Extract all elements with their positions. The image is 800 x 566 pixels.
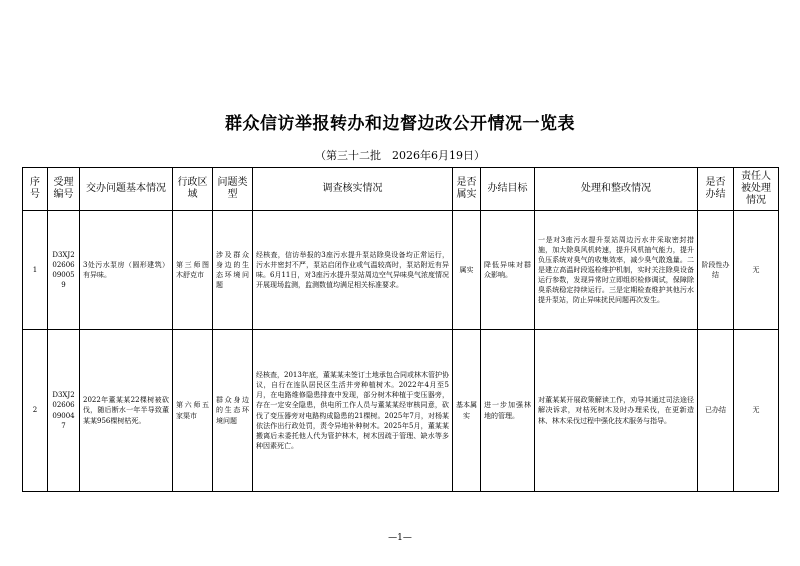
cell-handling: 对董某某开展政策解读工作，劝导其通过司法途径解决诉求，对枯死树木及时办理采伐，在更新造林、林木采伐过程中强化技术服务与指导。 xyxy=(535,330,698,492)
cell-investigation: 经核查，2013年底，董某某未签订土地承包合同或林木管护协议，自行在连队居民区生活井旁种植树木。2022年4月至5月，在电路维修隐患排查中发现，部分树木种植于变压器旁，存在一定安全隐患，供电所工作人员与董某某经审核同意，砍伐了变压器旁对电路构成隐患的21棵树。2025年7月，对杨某依法作出行政处罚，责令异地补种树木。2025年5月，董某某搬离后未委托他人代为管护林木，树木因疏于管理、缺水等多种因素死亡。 xyxy=(253,330,453,492)
cell-investigation: 经核查，信访举报的3座污水提升泵站除臭设备均正常运行，污水井密封不严，泵站启闭作业或气温较高时，泵站附近有异味。6月11日，对3座污水提升泵站周边空气异味臭气浓度情况开展现场监测，监测数值均满足相关标准要求。 xyxy=(253,211,453,330)
table-row xyxy=(23,330,779,492)
cell-no: 1 xyxy=(23,211,48,330)
cell-responsible: 无 xyxy=(734,211,779,330)
cell-closed: 阶段性办结 xyxy=(698,211,734,330)
cell-no: 2 xyxy=(23,330,48,492)
header-cell-id: 受理编号 xyxy=(48,168,80,211)
disclosure-table xyxy=(22,167,779,492)
cell-id: D3XJ202606090047 xyxy=(48,330,80,492)
cell-type: 涉及群众身边的生态环境问题 xyxy=(213,211,253,330)
cell-responsible: 无 xyxy=(734,330,779,492)
cell-handling: 一是对3座污水提升泵站周边污水井采取密封措施，加大除臭风机转速，提升风机抽气能力，提升负压系统对臭气的收集效率，减少臭气散逸量。二是建立高温时段巡检维护机制，实时关注除臭设备运行参数，发现异常时立即组织检修调试，保障除臭系统稳定持续运行。三是定期检查维护其他污水提升泵站，防止异味扰民问题再次发生。 xyxy=(535,211,698,330)
header-cell-responsible: 责任人被处理情况 xyxy=(734,168,779,211)
batch-info: （第三十二批 2026年6月19日） xyxy=(315,149,485,162)
page-number: —1— xyxy=(388,533,412,543)
header-cell-region: 行政区域 xyxy=(173,168,213,211)
cell-issue: 2022年董某某22棵树被砍伐，随后断水一年半导致董某某956棵树枯死。 xyxy=(80,330,173,492)
header-cell-goal: 办结目标 xyxy=(481,168,535,211)
header-cell-closed: 是否办结 xyxy=(698,168,734,211)
header-cell-issue: 交办问题基本情况 xyxy=(80,168,173,211)
header-cell-no: 序号 xyxy=(23,168,48,211)
table-row xyxy=(23,211,779,330)
header-cell-investigation: 调查核实情况 xyxy=(253,168,453,211)
header-cell-true: 是否属实 xyxy=(453,168,481,211)
document-title: 群众信访举报转办和边督边改公开情况一览表 xyxy=(225,114,575,134)
cell-region: 第三师图木舒克市 xyxy=(173,211,213,330)
cell-region: 第六师五家渠市 xyxy=(173,330,213,492)
cell-goal: 进一步加强林地的管理。 xyxy=(481,330,535,492)
cell-issue: 3处污水泵房（圆形建筑）有异味。 xyxy=(80,211,173,330)
cell-id: D3XJ202606090059 xyxy=(48,211,80,330)
cell-type: 群众身边的生态环境问题 xyxy=(213,330,253,492)
table-header-row xyxy=(23,168,779,211)
cell-closed: 已办结 xyxy=(698,330,734,492)
header-cell-type: 问题类型 xyxy=(213,168,253,211)
cell-true: 属实 xyxy=(453,211,481,330)
cell-goal: 降低异味对群众影响。 xyxy=(481,211,535,330)
cell-true: 基本属实 xyxy=(453,330,481,492)
header-cell-handling: 处理和整改情况 xyxy=(535,168,698,211)
